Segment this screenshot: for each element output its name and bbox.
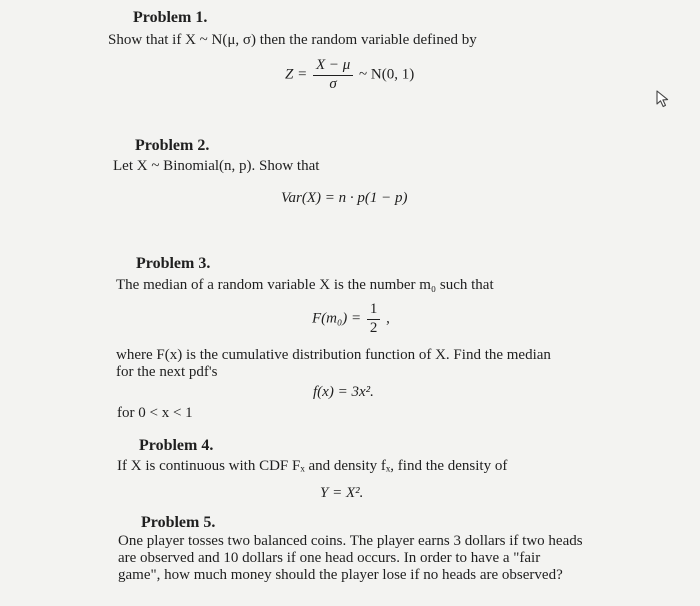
problem-3-line-3: for the next pdf's xyxy=(116,364,218,380)
formula-rhs: , xyxy=(386,310,390,327)
problem-1-formula xyxy=(285,58,414,93)
problem-3-pdf-formula: f(x) = 3x². xyxy=(313,384,374,400)
problem-3-formula xyxy=(312,302,390,337)
fraction-denominator: σ xyxy=(329,75,337,92)
problem-5-line-3: game", how much money should the player lose if no heads are observed? xyxy=(118,567,563,583)
formula-lhs: F(m₀) = xyxy=(312,310,362,327)
fraction-denominator: 2 xyxy=(369,319,378,336)
problem-3-line-2: where F(x) is the cumulative distribution function of X. Find the median xyxy=(116,347,551,363)
formula-lhs: Z = xyxy=(285,66,308,83)
problem-1-heading: Problem 1. xyxy=(133,9,208,26)
problem-4-formula: Y = X². xyxy=(320,485,364,501)
problem-3-domain: for 0 < x < 1 xyxy=(117,405,193,421)
problem-2-formula: Var(X) = n · p(1 − p) xyxy=(281,190,408,206)
problem-2-heading: Problem 2. xyxy=(135,137,210,154)
problem-4-statement: If X is continuous with CDF Fₓ and density fₓ, find the density of xyxy=(117,458,508,474)
problem-5-line-1: One player tosses two balanced coins. The player earns 3 dollars if two heads xyxy=(118,533,583,549)
formula-fraction xyxy=(313,58,353,93)
problem-1-statement: Show that if X ~ N(μ, σ) then the random variable defined by xyxy=(108,32,477,48)
problem-5-heading: Problem 5. xyxy=(141,514,216,531)
problem-5-line-2: are observed and 10 dollars if one head occurs. In order to have a "fair xyxy=(118,550,541,566)
problem-3-heading: Problem 3. xyxy=(136,255,211,272)
fraction-numerator: X − μ xyxy=(313,58,353,76)
problem-3-statement: The median of a random variable X is the number m₀ such that xyxy=(116,277,494,293)
fraction-numerator: 1 xyxy=(367,302,381,320)
formula-rhs: ~ N(0, 1) xyxy=(359,66,415,83)
problem-4-heading: Problem 4. xyxy=(139,437,214,454)
mouse-pointer-icon xyxy=(655,89,673,109)
problem-2-statement: Let X ~ Binomial(n, p). Show that xyxy=(113,158,320,174)
formula-fraction xyxy=(367,302,381,337)
